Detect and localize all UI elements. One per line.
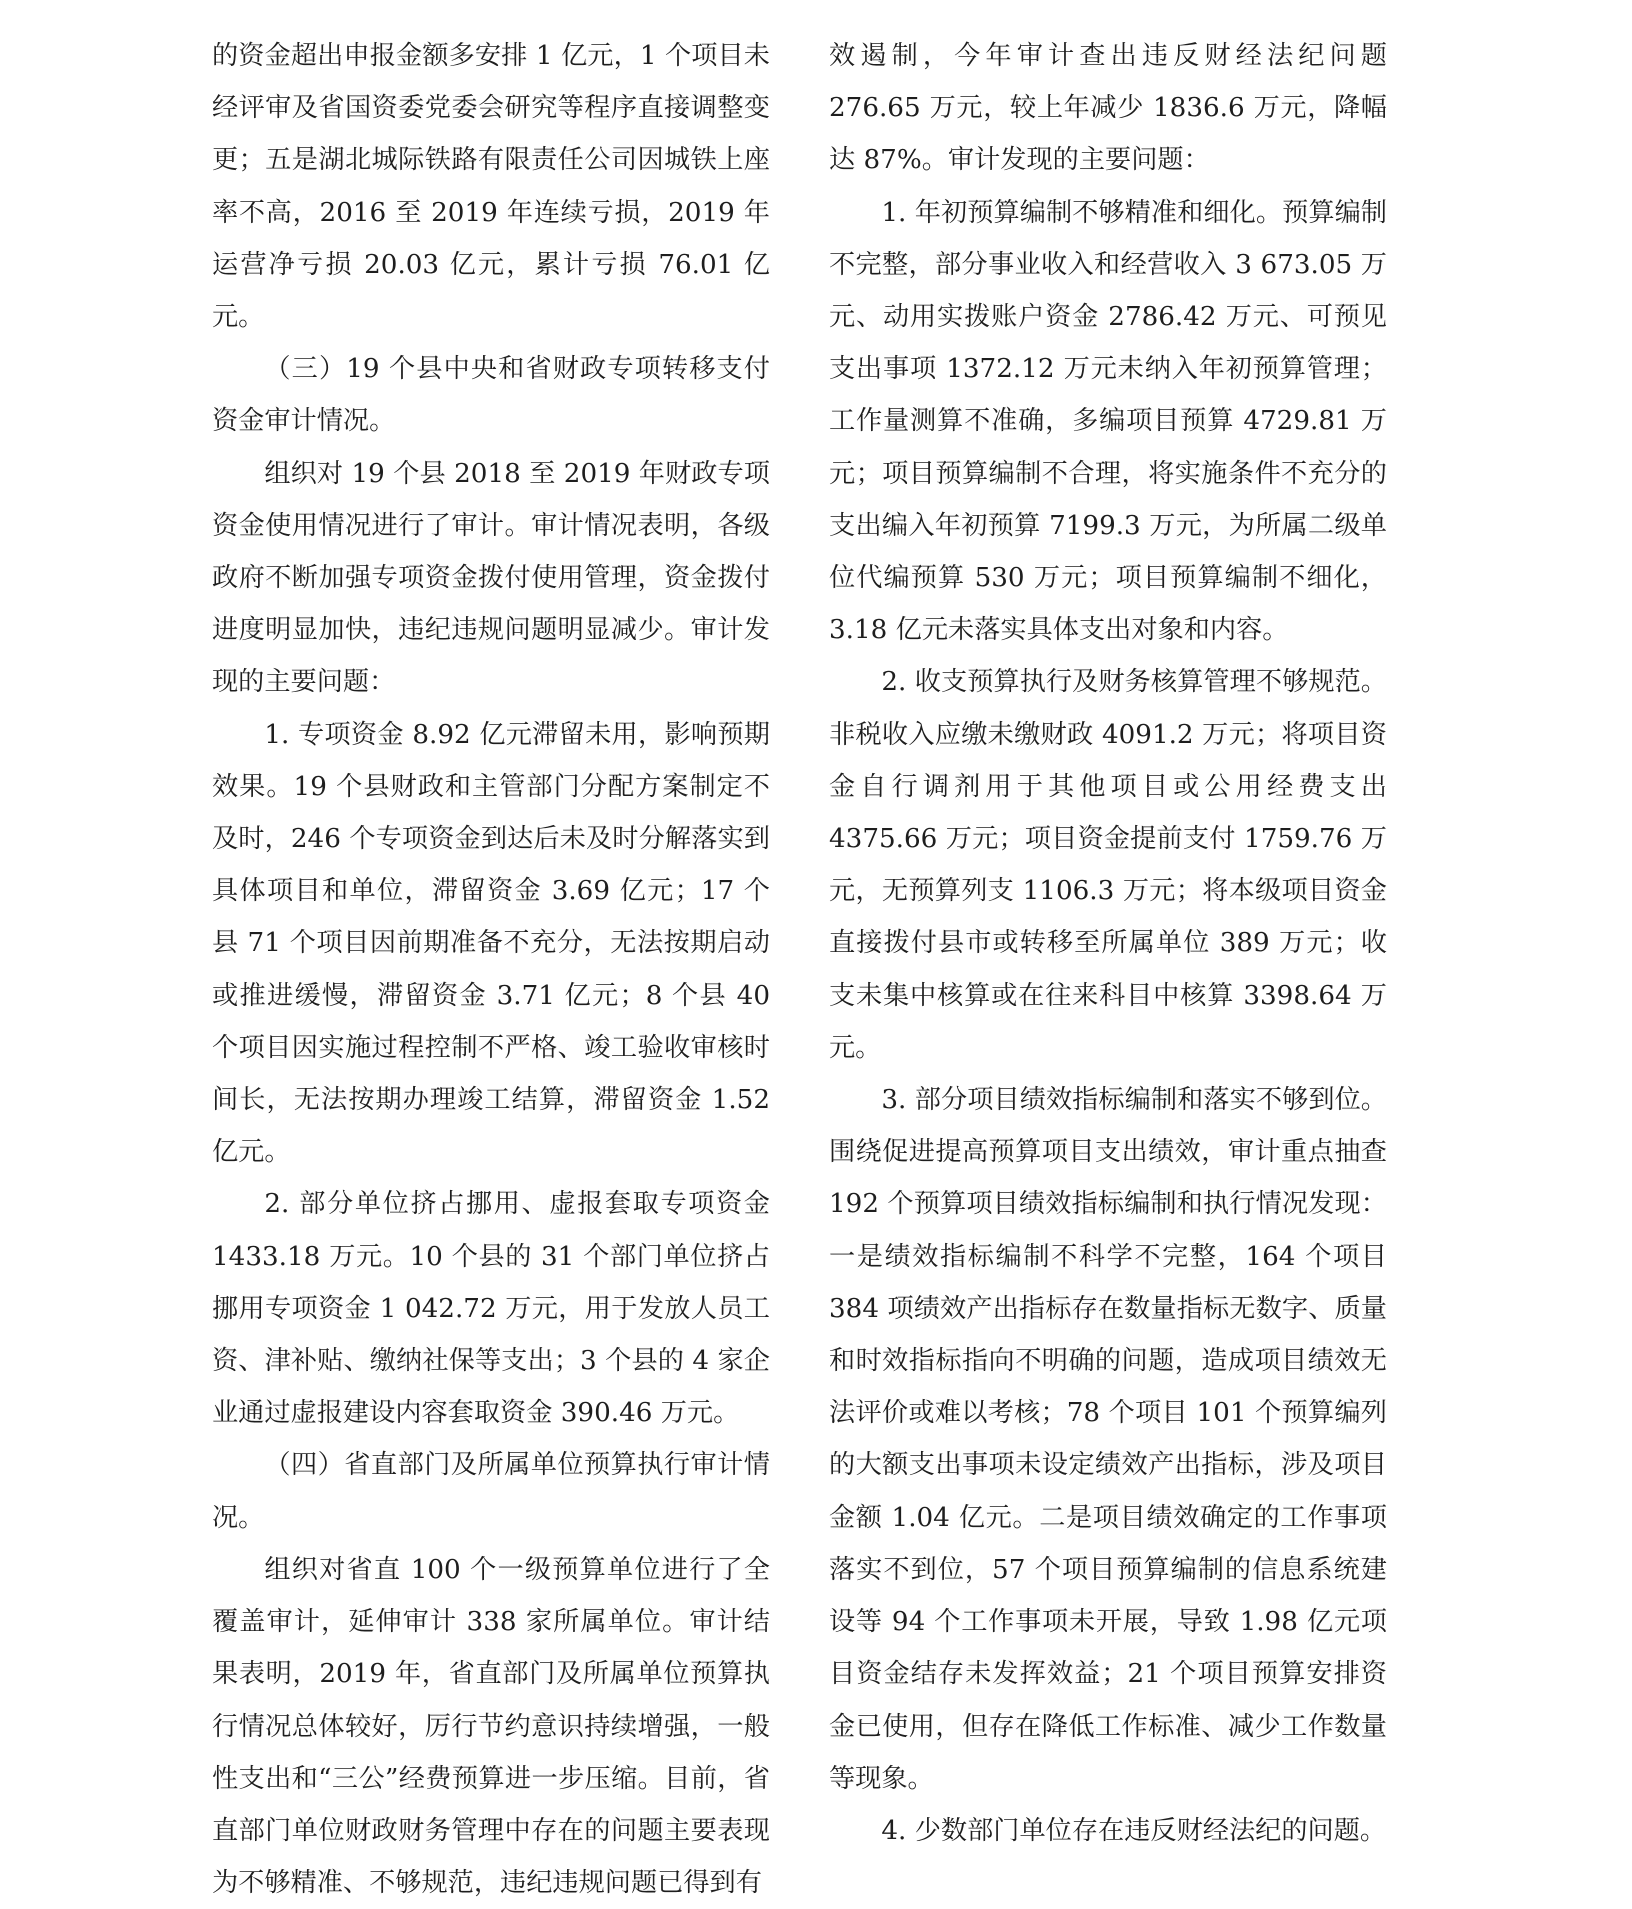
paragraph: 1. 年初预算编制不够精准和细化。预算编制不完整，部分事业收入和经营收入 3 673.05 万元、动用实拨账户资金 2786.42 万元、可预见支出事项 1372.12 万元未纳入年初预算管理；工作量测算不准确，多编项目预算 4729.81 万元；项目预算编制不合理，将实施条件不充分的支出编入年初预算 7199.3 万元，为所属二级单位代编预算 530 万元；项目预算编制不细化，3.18 亿元未落实具体支出对象和内容。	[829, 197, 1387, 646]
paragraph: 组织对省直 100 个一级预算单位进行了全覆盖审计，延伸审计 338 家所属单位。审计结果表明，2019 年，省直部门及所属单位预算执行情况总体较好，厉行节约意识持续增强，一般性支出和“三公”经费预算进一步压缩。目前，省直部门单位财政财务管理中存在的问题主要表现为不够精准、不够规范，违纪违规问题已得到有	[212, 1554, 770, 1899]
paragraph: 组织对 19 个县 2018 至 2019 年财政专项资金使用情况进行了审计。审计情况表明，各级政府不断加强专项资金拨付使用管理，资金拨付进度明显加快，违纪违规问题明显减少。审计发现的主要问题：	[212, 458, 770, 698]
paragraph: 的资金超出申报金额多安排 1 亿元，1 个项目未经评审及省国资委党委会研究等程序直接调整变更；五是湖北城际铁路有限责任公司因城铁上座率不高，2016 至 2019 年连续亏损，2019 年运营净亏损 20.03 亿元，累计亏损 76.01 亿元。	[212, 41, 770, 333]
paragraph: 2. 部分单位挤占挪用、虚报套取专项资金 1433.18 万元。10 个县的 31 个部门单位挤占挪用专项资金 1 042.72 万元，用于发放人员工资、津补贴、缴纳社保等支出；3 个县的 4 家企业通过虚报建设内容套取资金 390.46 万元。	[212, 1189, 770, 1429]
paragraph: （四）省直部门及所属单位预算执行审计情况。	[212, 1450, 770, 1533]
paragraph: 3. 部分项目绩效指标编制和落实不够到位。围绕促进提高预算项目支出绩效，审计重点抽查 192 个预算项目绩效指标编制和执行情况发现：一是绩效指标编制不科学不完整，164 个项目 384 项绩效产出指标存在数量指标无数字、质量和时效指标指向不明确的问题，造成项目绩效无法评价或难以考核；78 个项目 101 个预算编列的大额支出事项未设定绩效产出指标，涉及项目金额 1.04 亿元。二是项目绩效确定的工作事项落实不到位，57 个项目预算编制的信息系统建设等 94 个工作事项未开展，导致 1.98 亿元项目资金结存未发挥效益；21 个项目预算安排资金已使用，但存在降低工作标准、减少工作数量等现象。	[829, 1085, 1387, 1794]
paragraph: 1. 专项资金 8.92 亿元滞留未用，影响预期效果。19 个县财政和主管部门分配方案制定不及时，246 个专项资金到达后未及时分解落实到具体项目和单位，滞留资金 3.69 亿元；17 个县 71 个项目因前期准备不充分，无法按期启动或推进缓慢，滞留资金 3.71 亿元；8 个县 40 个项目因实施过程控制不严格、竣工验收审核时间长，无法按期办理竣工结算，滞留资金 1.52 亿元。	[212, 719, 770, 1168]
paragraph: 2. 收支预算执行及财务核算管理不够规范。非税收入应缴未缴财政 4091.2 万元；将项目资金自行调剂用于其他项目或公用经费支出 4375.66 万元；项目资金提前支付 1759.76 万元，无预算列支 1106.3 万元；将本级项目资金直接拨付县市或转移至所属单位 389 万元；收支未集中核算或在往来科目中核算 3398.64 万元。	[829, 667, 1387, 1063]
left-text-column	[212, 30, 770, 1909]
paragraph: 效遏制，今年审计查出违反财经法纪问题 276.65 万元，较上年减少 1836.6 万元，降幅达 87%。审计发现的主要问题：	[829, 41, 1387, 176]
paragraph: （三）19 个县中央和省财政专项转移支付资金审计情况。	[212, 354, 770, 437]
right-text-column	[829, 30, 1387, 1857]
paragraph: 4. 少数部门单位存在违反财经法纪的问题。	[881, 1815, 1387, 1846]
